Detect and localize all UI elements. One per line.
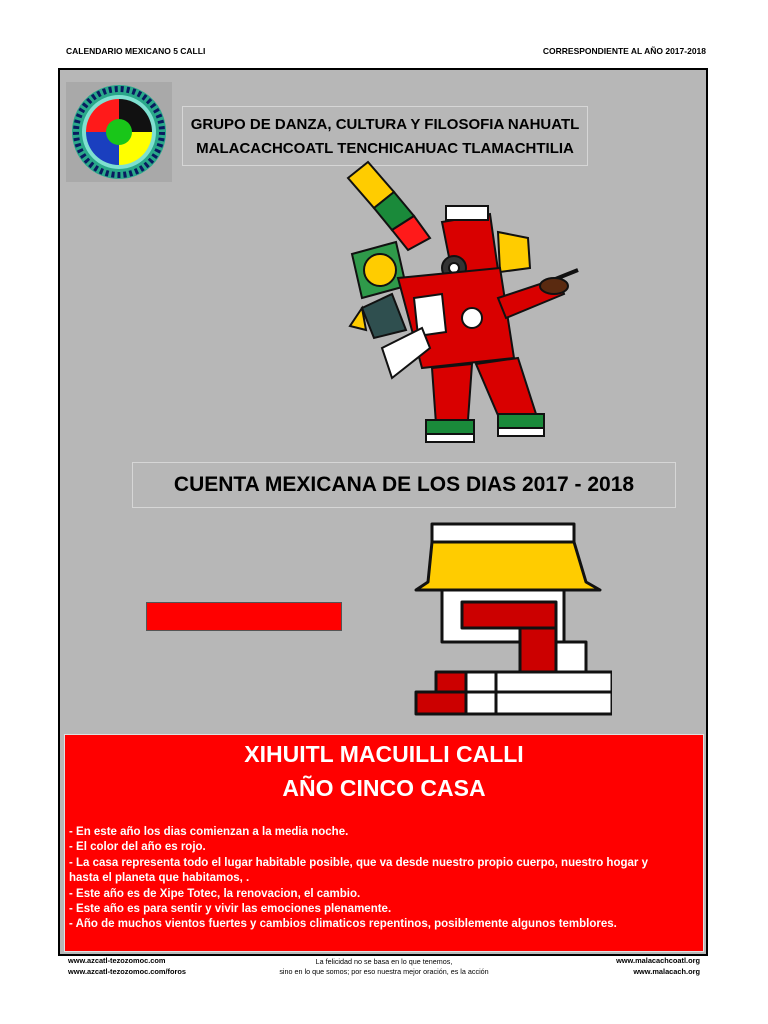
year-title-nahuatl: XIHUITL MACUILLI CALLI [244, 741, 524, 767]
xipe-totec-codex-figure [322, 158, 582, 450]
footer-link-malacachcoatl[interactable]: www.malacachcoatl.org [616, 956, 700, 965]
year-title-spanish: AÑO CINCO CASA [282, 775, 486, 801]
calli-house-icon [414, 520, 612, 716]
group-name-box [182, 106, 588, 166]
footer-link-azcatl[interactable]: www.azcatl-tezozomoc.com [68, 956, 166, 965]
footer-quote [200, 957, 568, 977]
list-item: - Este año es para sentir y vivir las emociones plenamente. [69, 903, 392, 916]
circular-glyph-logo [66, 82, 172, 182]
header-right-text: CORRESPONDIENTE AL AÑO 2017-2018 [542, 46, 706, 56]
red-year-color-bar [146, 602, 342, 631]
cuenta-title: CUENTA MEXICANA DE LOS DIAS 2017 - 2018 [132, 462, 676, 508]
footer-link-azcatl-foros[interactable]: www.azcatl-tezozomoc.com/foros [68, 967, 186, 976]
four-directions-logo-icon [66, 82, 172, 182]
footer-right-links [616, 955, 700, 977]
footer-link-malacach[interactable]: www.malacach.org [633, 967, 700, 976]
list-item: - La casa representa todo el lugar habitable posible, que va desde nuestro propio cuerpo, nuestro hogar y [69, 856, 648, 869]
footer-quote-line-1: La felicidad no se basa en lo que tenemos, [315, 957, 453, 966]
footer-quote-line-2: sino en lo que somos; por eso nuestra mejor oración, es la acción [279, 967, 489, 976]
xipe-totec-figure-icon [322, 158, 582, 450]
header-left-text: CALENDARIO MEXICANO 5 CALLI [66, 46, 206, 56]
calendar-panel [58, 68, 708, 956]
list-item: hasta el planeta que habitamos, . [69, 872, 250, 885]
list-item: - Año de muchos vientos fuertes y cambios climaticos repentinos, posiblemente algunos temblores. [69, 918, 617, 931]
list-item: - El color del año es rojo. [69, 841, 206, 854]
group-name-line-2: MALACACHCOATL TENCHICAHUAC TLAMACHTILIA [196, 140, 574, 157]
footer-left-links [68, 955, 186, 977]
list-item: - En este año los dias comienzan a la media noche. [69, 826, 349, 838]
list-item: - Este año es de Xipe Totec, la renovacion, el cambio. [69, 887, 361, 900]
year-description-box [64, 734, 704, 952]
calli-house-glyph [414, 520, 612, 716]
year-description-list [69, 825, 648, 933]
group-name-line-1: GRUPO DE DANZA, CULTURA Y FILOSOFIA NAHUATL [190, 116, 580, 133]
